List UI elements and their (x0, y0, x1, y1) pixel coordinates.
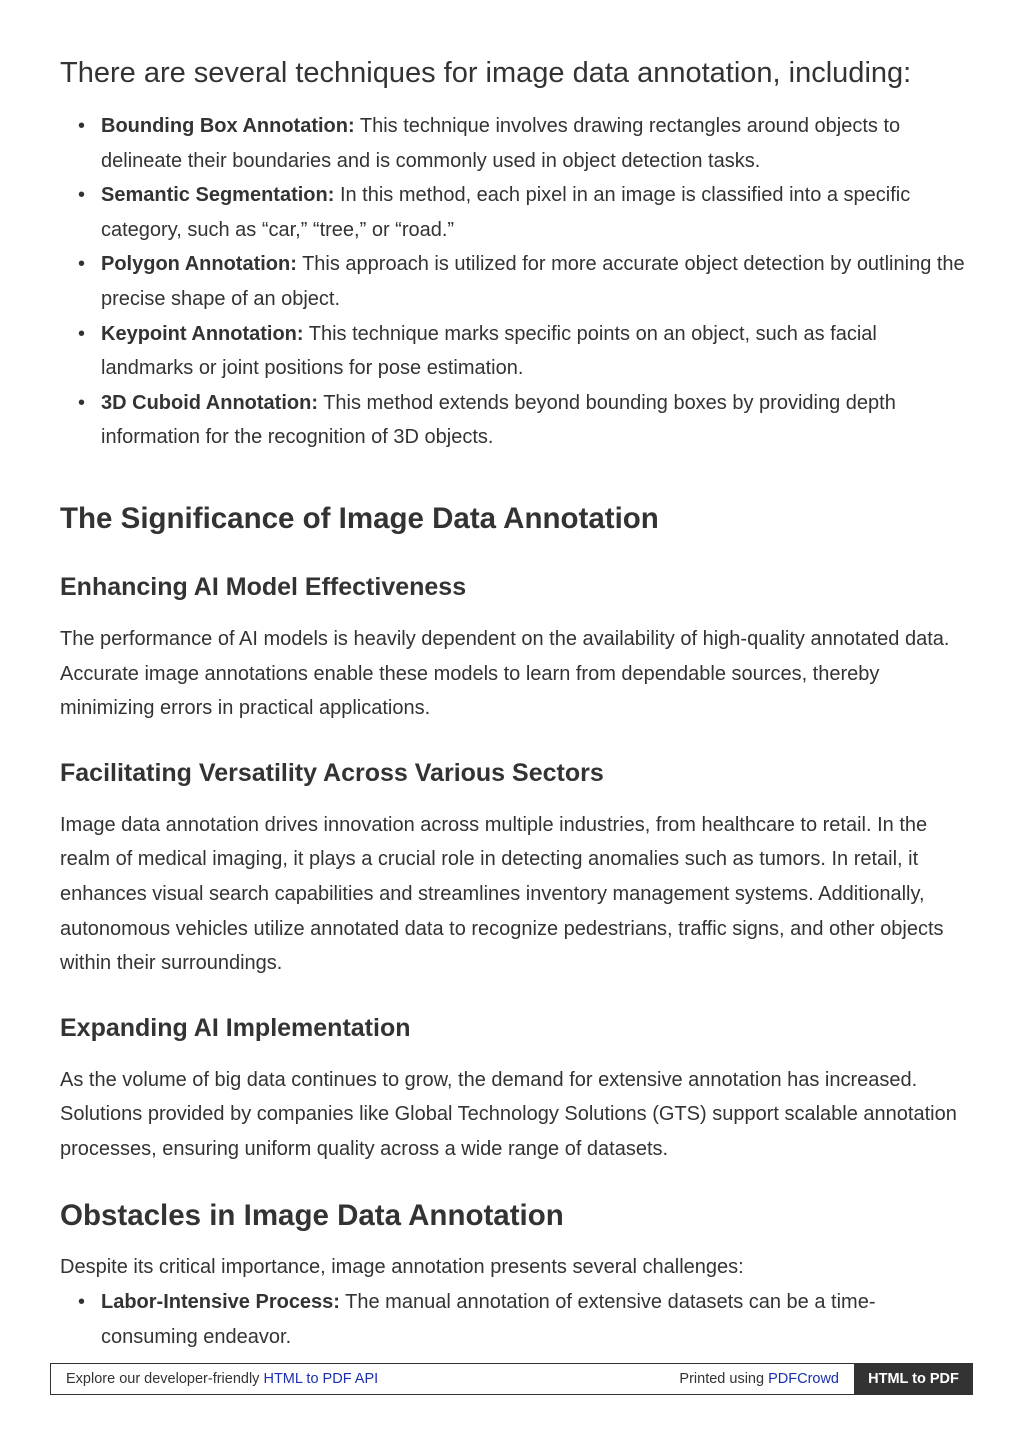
subsection-heading: Expanding AI Implementation (60, 1013, 411, 1042)
list-item-text: This approach is utilized for more accurate object detection by outlining the precise shape of an object. (101, 253, 965, 310)
list-item-text: In this method, each pixel in an image is classified into a specific category, such as “car,” “tree,” or “road.” (101, 184, 911, 241)
list-item-text: This method extends beyond bounding boxes by providing depth information for the recognition of 3D objects. (101, 391, 896, 449)
pdfcrowd-footer (50, 1363, 973, 1395)
paragraph: As the volume of big data continues to grow, the demand for extensive annotation has increased. Solutions provided by companies like Global Technology Solutions (GTS) support scalable annotation processes, ensuring uniform quality across a wide range of datasets. (60, 1068, 957, 1160)
list-item (101, 1285, 965, 1354)
significance-heading: The Significance of Image Data Annotation (60, 501, 659, 535)
list-item-term: Bounding Box Annotation: (101, 115, 355, 137)
paragraph: Image data annotation drives innovation across multiple industries, from healthcare to retail. In the realm of medical imaging, it plays a crucial role in detecting anomalies such as tumors. In retail, it enhances visual search capabilities and streamlines inventory management systems. Additionally, autonomous vehicles utilize annotated data to recognize pedestrians, traffic signs, and other objects within their surroundings. (60, 813, 944, 975)
list-item-term: Keypoint Annotation: (101, 322, 304, 345)
html-to-pdf-api-link[interactable]: HTML to PDF API (263, 1371, 379, 1387)
footer-printed-text: Printed using (679, 1371, 769, 1387)
paragraph: The performance of AI models is heavily dependent on the availability of high-quality annotated data. Accurate image annotations enable these models to learn from dependable sources, thereby minimizing errors in practical applications. (60, 627, 950, 720)
list-item-term: Labor-Intensive Process: (101, 1291, 340, 1314)
list-item (101, 317, 965, 386)
subsection-heading: Enhancing AI Model Effectiveness (60, 572, 467, 601)
list-item (101, 178, 965, 247)
list-item-text: The manual annotation of extensive datasets can be a time-consuming endeavor. (101, 1291, 876, 1348)
footer-printed (679, 1364, 839, 1394)
obstacles-heading: Obstacles in Image Data Annotation (60, 1199, 564, 1233)
document-content (60, 0, 965, 1354)
obstacles-list (60, 1285, 965, 1354)
list-item (101, 386, 965, 455)
paragraph: Despite its critical importance, image annotation presents several challenges: (60, 1256, 744, 1279)
list-item-term: Semantic Segmentation: (101, 184, 335, 207)
list-item (101, 247, 965, 316)
pdfcrowd-link[interactable]: PDFCrowd (768, 1371, 839, 1387)
intro-heading: There are several techniques for image data annotation, including: (60, 57, 912, 89)
list-item-text: This technique marks specific points on an object, such as facial landmarks or joint positions for pose estimation. (101, 322, 877, 380)
footer-explore (66, 1364, 378, 1394)
list-item-term: Polygon Annotation: (101, 253, 297, 276)
list-item-term: 3D Cuboid Annotation: (101, 391, 318, 414)
list-item-text: This technique involves drawing rectangles around objects to delineate their boundaries and is commonly used in object detection tasks. (101, 115, 901, 172)
techniques-list (60, 109, 965, 455)
footer-explore-text: Explore our developer-friendly (66, 1371, 264, 1387)
subsection-heading: Facilitating Versatility Across Various Sectors (60, 758, 604, 787)
html-to-pdf-button[interactable]: HTML to PDF (854, 1363, 973, 1395)
list-item (101, 109, 965, 178)
